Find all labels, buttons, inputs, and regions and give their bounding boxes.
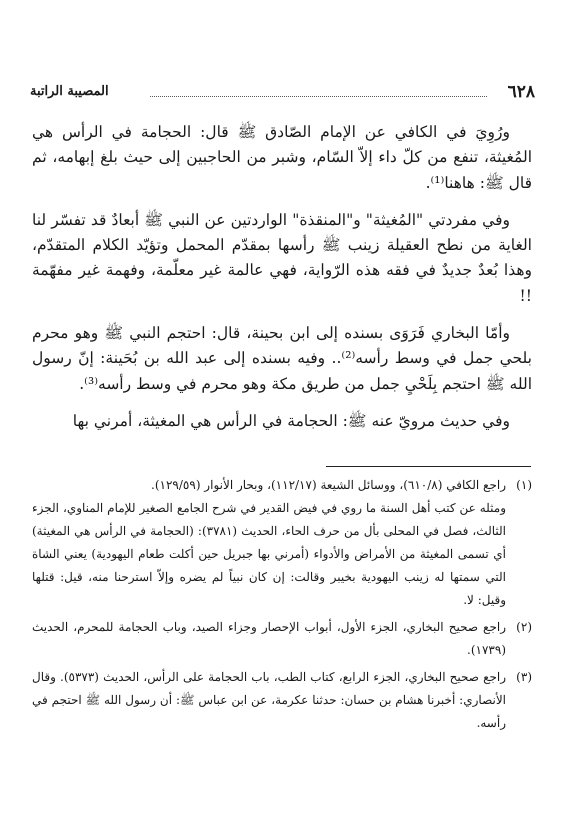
paragraph: وفي مفردتي "المُغيثة" و"المنقذة" الواردتين عن النبي ﷺ أبعادٌ قد تفسّر لنا الغاية من نطح العقيلة زينب ﷺ رأسها بمقدّم المحمل وتؤيّد الكلام المتقدّم، وهذا بُعدٌ جديدٌ في فقه هذه الرّواية، فهي عالمة غير معلّمة، وفهمة غير مفهّمة !! (32, 210, 532, 305)
paragraph: وأمّا البخاري فَرَوَى بسنده إلى ابن بحينة، قال: احتجم النبي ﷺ وهو محرم بلحي جمل في وسط رأسه⁽²⁾.. وفيه بسنده إلى عبد الله بن بُحَينة: إنّ رسول الله ﷺ احتجم بِلَحْيِ جمل من طريق مكة وهو محرم في وسط رأسه⁽³⁾. (32, 324, 532, 393)
footnotes (32, 474, 532, 735)
footnote-text: راجع الكافي (٦١٠/٨)، ووسائل الشيعة (١١٢/١٧)، وبحار الأنوار (١٢٩/٥٩). (151, 478, 506, 492)
footnote-number: (٢) (516, 620, 532, 634)
page-header (30, 82, 535, 104)
page-number: ٦٢٨ (507, 82, 535, 102)
footnote-text: ومثله عن كتب أهل السنة ما روي في فيض القدير في شرح الجامع الصغير للإمام المناوي، الجزء الثالث، فصل في المحلى بأل من حرف الحاء، الحديث (٣٧٨١): (الحجامة في الرأس هي المغيثة) أي تسمى المغيثة من الأمراض والأدواء (أمرني بها جبريل حين أكلت طعام اليهودية) يعني الشاة التي سمتها له زينب اليهودية بخيبر وقالت: إن كان نبياً لم يضره وإلاّ استرحنا منه، قيل: قتلها وقيل: لا. (32, 501, 507, 607)
paragraph: ورُوِيَ في الكافي عن الإمام الصّادق ﷺ قال: الحجامة في الرأس هي المُغيثة، تنفع من كلّ داء إلاّ السّام، وشبر من الحاجبين إلى حيث بلغ إبهامه، ثم قال ﷺ: هاهنا⁽¹⁾. (32, 123, 532, 192)
footnote-text: راجع صحيح البخاري، الجزء الأول، أبواب الإحصار وجزاء الصيد، وباب الحجامة للمحرم، الحديث (١٧٣٩). (32, 620, 506, 657)
footnote (32, 666, 532, 735)
footnote-text: راجع صحيح البخاري، الجزء الرابع، كتاب الطب، باب الحجامة على الرأس، الحديث (٥٣٧٣). وقال الأنصاري: أخبرنا هشام بن حسان: حدثنا عكرمة، عن ابن عباس ﷺ: أن رسول الله ﷺ احتجم في رأسه. (32, 670, 506, 730)
paragraph: وفي حديث مرويّ عنه ﷺ: الحجامة في الرأس هي المغيثة، أمرني بها (72, 411, 510, 430)
footnote-separator (326, 466, 531, 467)
footnote-continuation (32, 497, 532, 612)
footnote-number: (٣) (516, 670, 532, 684)
main-text (32, 120, 532, 446)
header-dotted-leader (150, 96, 487, 97)
running-title: المصيبة الراتبة (30, 84, 109, 99)
footnote-number: (١) (516, 478, 532, 492)
footnote (32, 616, 532, 662)
footnote (32, 474, 532, 497)
